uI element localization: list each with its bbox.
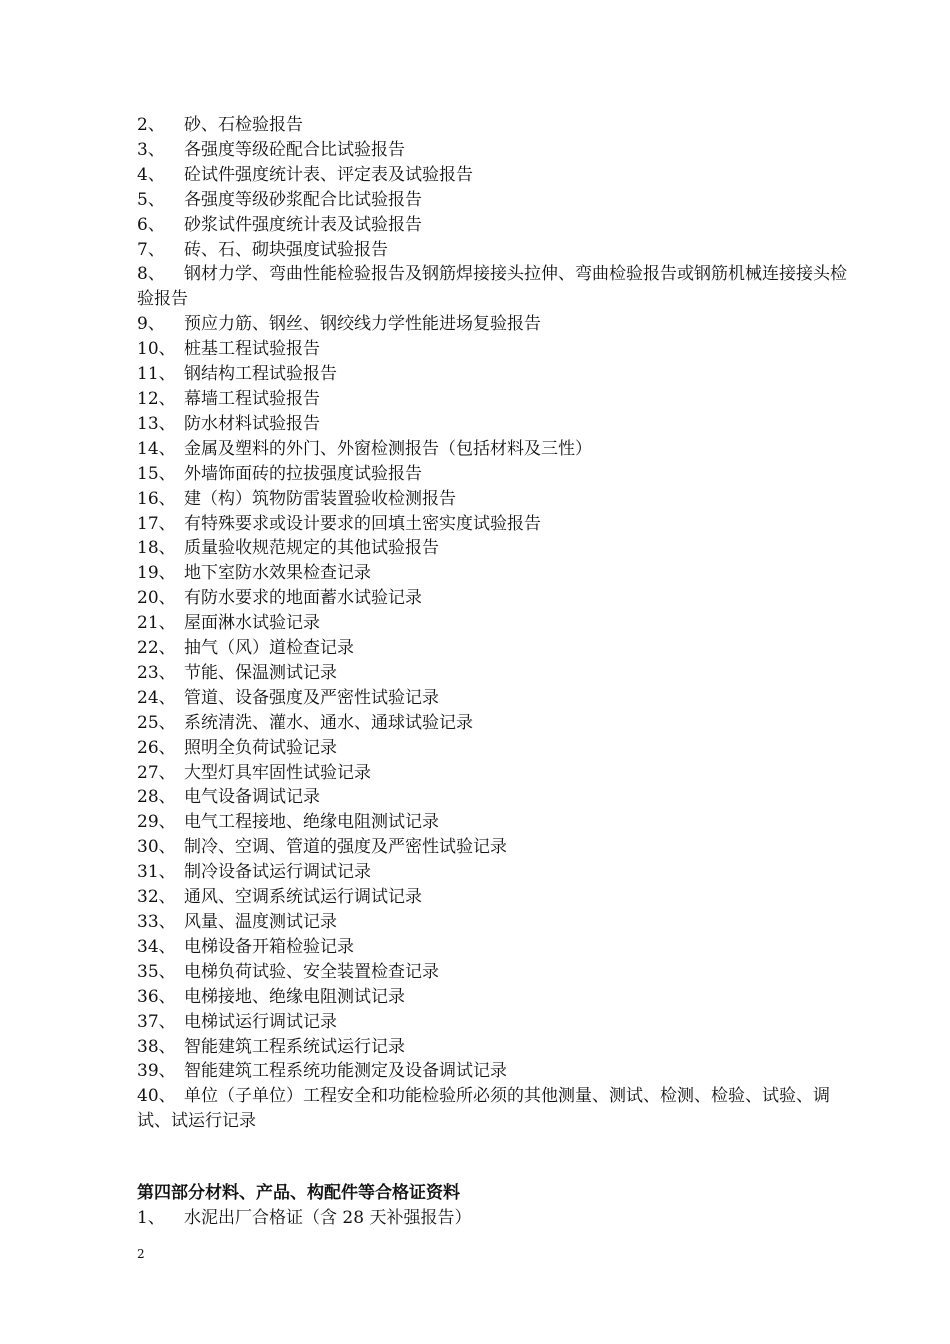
item-number: 39、: [137, 1061, 176, 1082]
list-item: [137, 960, 857, 985]
item-number: 36、: [137, 986, 176, 1007]
list-item: [137, 561, 857, 586]
item-number: 6、: [137, 214, 165, 235]
list-item: [137, 586, 857, 611]
list-item: [137, 213, 857, 238]
item-number: 21、: [137, 613, 176, 634]
item-text: 地下室防水效果检查记录: [184, 563, 371, 584]
item-text: 系统清洗、灌水、通水、通球试验记录: [184, 712, 473, 733]
item-number: 28、: [137, 787, 176, 808]
item-number: 30、: [137, 837, 176, 858]
list-item: [137, 262, 857, 312]
section-heading: 第四部分材料、产品、构配件等合格证资料: [137, 1183, 460, 1203]
item-text: 电梯设备开箱检验记录: [184, 936, 354, 957]
list-item: [137, 1010, 857, 1035]
list-item: [137, 910, 857, 935]
item-number: 12、: [137, 388, 176, 409]
list-item: [137, 437, 857, 462]
list-item: [137, 711, 857, 736]
certificate-list: [137, 1206, 857, 1231]
item-number: 16、: [137, 488, 176, 509]
list-item: [137, 736, 857, 761]
list-item: [137, 113, 857, 138]
item-text: 电梯接地、绝缘电阻测试记录: [184, 986, 405, 1007]
list-item: [137, 935, 857, 960]
list-item: [137, 138, 857, 163]
item-number: 35、: [137, 961, 176, 982]
item-number: 4、: [137, 164, 165, 185]
item-text: 电气工程接地、绝缘电阻测试记录: [184, 812, 439, 833]
item-number: 32、: [137, 887, 176, 908]
list-item: [137, 188, 857, 213]
list-item: [137, 1035, 857, 1060]
list-item: [137, 611, 857, 636]
list-item: [137, 761, 857, 786]
list-item: [137, 487, 857, 512]
item-text: 风量、温度测试记录: [184, 912, 337, 932]
item-text: 各强度等级砂浆配合比试验报告: [184, 189, 422, 210]
item-number: 34、: [137, 936, 176, 957]
item-number: 40、: [137, 1086, 176, 1107]
list-item: [137, 412, 857, 437]
item-number: 24、: [137, 687, 176, 708]
list-item: [137, 362, 857, 387]
item-number: 18、: [137, 538, 176, 559]
item-number: 29、: [137, 812, 176, 833]
item-number: 2、: [137, 115, 165, 135]
list-item: [137, 1206, 857, 1231]
item-number: 3、: [137, 139, 165, 160]
item-text: 屋面淋水试验记录: [184, 613, 320, 634]
item-text: 桩基工程试验报告: [184, 339, 320, 360]
list-item: [137, 785, 857, 810]
item-text: 各强度等级砼配合比试验报告: [184, 139, 405, 160]
list-item: [137, 337, 857, 362]
item-number: 22、: [137, 638, 176, 659]
item-text: 抽气（风）道检查记录: [184, 638, 354, 659]
item-text: 管道、设备强度及严密性试验记录: [184, 687, 439, 708]
item-number: 11、: [137, 364, 176, 385]
item-text: 通风、空调系统试运行调试记录: [184, 887, 422, 908]
list-item: [137, 860, 857, 885]
item-text: 砂、石检验报告: [184, 115, 303, 135]
item-text: 砂浆试件强度统计表及试验报告: [184, 214, 422, 235]
item-text: 电梯负荷试验、安全装置检查记录: [184, 961, 439, 982]
item-text: 有防水要求的地面蓄水试验记录: [184, 588, 422, 609]
item-text: 电气设备调试记录: [184, 787, 320, 808]
list-item: [137, 462, 857, 487]
item-text: 幕墙工程试验报告: [184, 388, 320, 409]
item-number: 19、: [137, 563, 176, 584]
item-text: 单位（子单位）工程安全和功能检验所必须的其他测量、测试、检测、检验、试验、调试、试运行记录: [137, 1086, 830, 1132]
list-item: [137, 163, 857, 188]
item-number: 25、: [137, 712, 176, 733]
item-number: 1、: [137, 1208, 165, 1228]
item-text: 智能建筑工程系统功能测定及设备调试记录: [184, 1061, 507, 1082]
item-number: 20、: [137, 588, 176, 609]
list-item: [137, 835, 857, 860]
list-item: [137, 985, 857, 1010]
item-text: 电梯试运行调试记录: [184, 1011, 337, 1032]
list-item: [137, 512, 857, 537]
item-number: 27、: [137, 762, 176, 783]
page-number: 2: [137, 1247, 145, 1261]
item-text: 防水材料试验报告: [184, 413, 320, 434]
item-text: 节能、保温测试记录: [184, 662, 337, 683]
item-number: 14、: [137, 438, 176, 459]
list-item: [137, 312, 857, 337]
list-item: [137, 387, 857, 412]
item-text: 有特殊要求或设计要求的回填土密实度试验报告: [184, 513, 541, 534]
item-number: 23、: [137, 662, 176, 683]
list-item: [137, 885, 857, 910]
item-text: 砖、石、砌块强度试验报告: [184, 239, 388, 260]
item-number: 15、: [137, 463, 176, 484]
item-number: 38、: [137, 1036, 176, 1057]
item-text: 钢结构工程试验报告: [184, 364, 337, 385]
item-number: 13、: [137, 413, 176, 434]
list-item: [137, 636, 857, 661]
item-text: 预应力筋、钢丝、钢绞线力学性能进场复验报告: [184, 314, 541, 335]
item-number: 26、: [137, 737, 176, 758]
list-item: [137, 1059, 857, 1084]
item-text: 照明全负荷试验记录: [184, 737, 337, 758]
item-number: 17、: [137, 513, 176, 534]
item-number: 31、: [137, 862, 176, 883]
list-item: [137, 238, 857, 263]
item-number: 8、: [137, 264, 165, 285]
list-item: [137, 686, 857, 711]
item-number: 33、: [137, 912, 176, 932]
item-text: 外墙饰面砖的拉拔强度试验报告: [184, 463, 422, 484]
item-number: 37、: [137, 1011, 176, 1032]
item-text: 质量验收规范规定的其他试验报告: [184, 538, 439, 559]
item-number: 7、: [137, 239, 165, 260]
list-item: [137, 1084, 857, 1134]
item-text: 建（构）筑物防雷装置验收检测报告: [184, 488, 456, 509]
item-text: 水泥出厂合格证（含 28 天补强报告）: [184, 1208, 472, 1228]
list-item: [137, 810, 857, 835]
item-number: 10、: [137, 339, 176, 360]
item-number: 9、: [137, 314, 165, 335]
list-item: [137, 661, 857, 686]
test-report-list: [137, 113, 857, 1134]
item-text: 制冷设备试运行调试记录: [184, 862, 371, 883]
item-text: 钢材力学、弯曲性能检验报告及钢筋焊接接头拉伸、弯曲检验报告或钢筋机械连接接头检验报告: [137, 264, 847, 310]
item-text: 智能建筑工程系统试运行记录: [184, 1036, 405, 1057]
list-item: [137, 536, 857, 561]
item-text: 制冷、空调、管道的强度及严密性试验记录: [184, 837, 507, 858]
item-text: 砼试件强度统计表、评定表及试验报告: [184, 164, 473, 185]
item-text: 金属及塑料的外门、外窗检测报告（包括材料及三性）: [184, 438, 592, 459]
item-number: 5、: [137, 189, 165, 210]
item-text: 大型灯具牢固性试验记录: [184, 762, 371, 783]
